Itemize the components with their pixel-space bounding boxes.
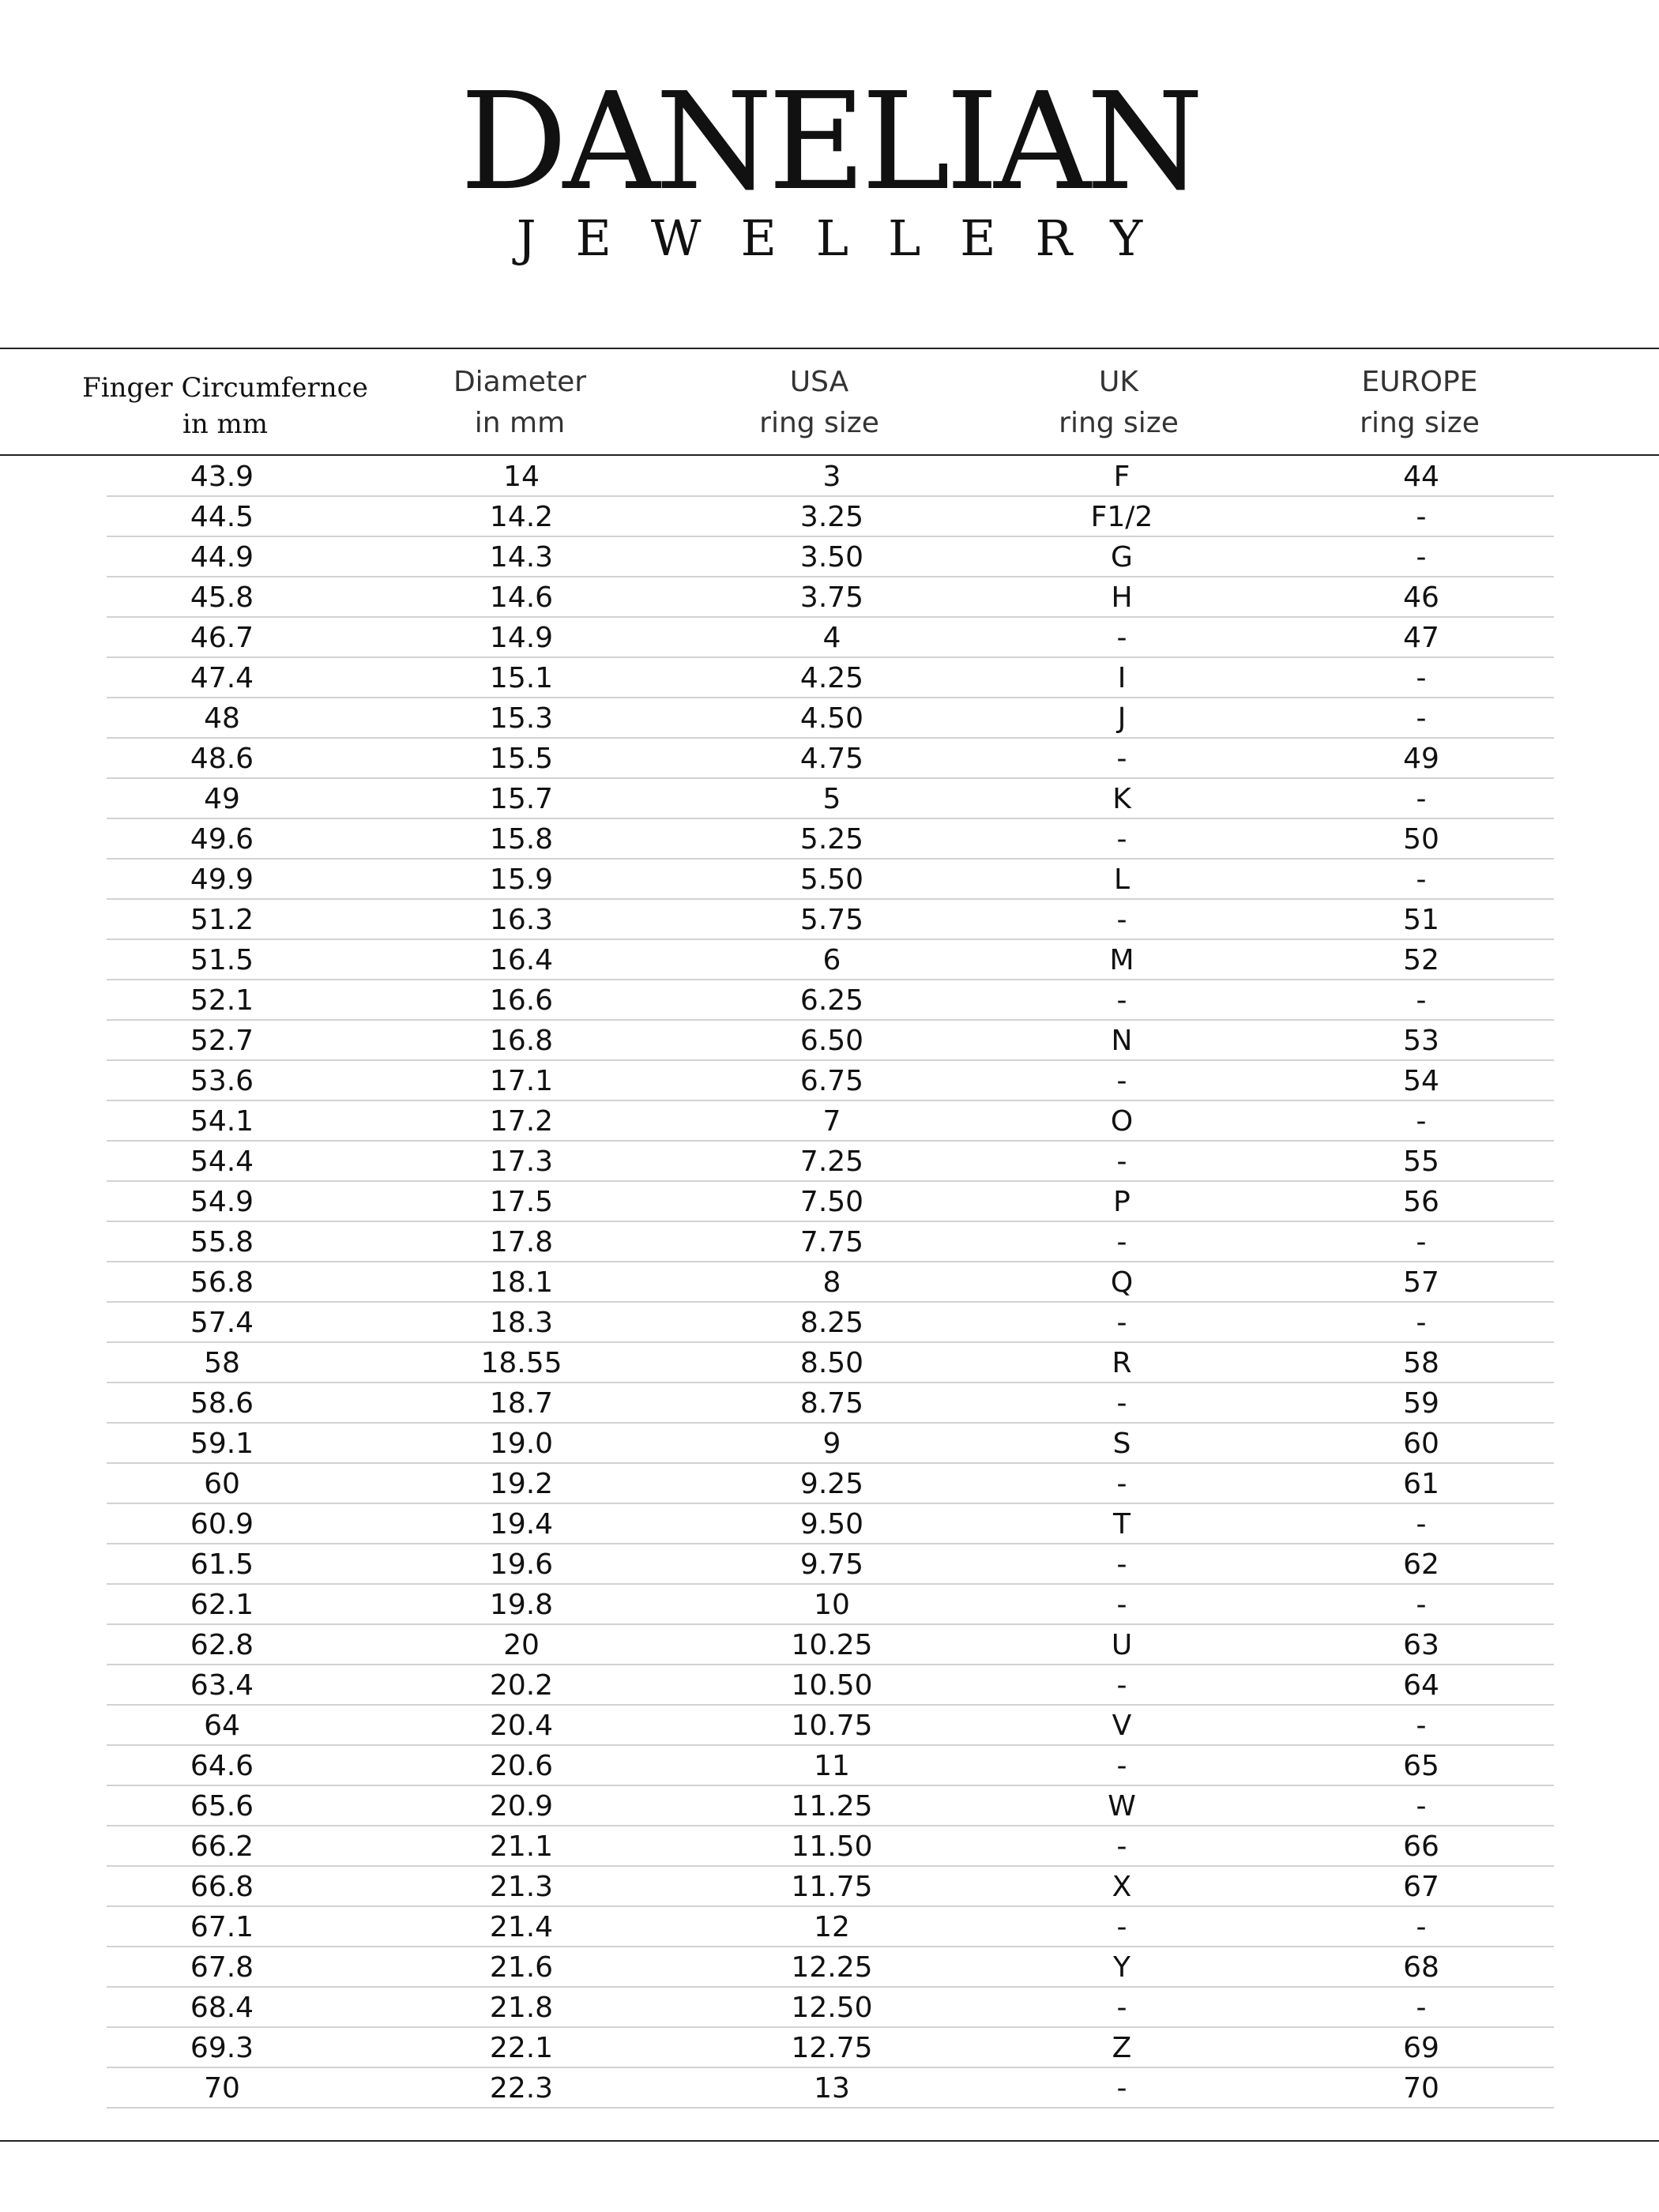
usa-size-cell: 6.25 <box>799 984 864 1017</box>
europe-size-cell: 49 <box>1403 743 1439 775</box>
diameter-cell: 22.3 <box>489 2072 554 2105</box>
uk-size-cell: P <box>1113 1186 1130 1218</box>
circumference-cell: 54.1 <box>190 1105 254 1138</box>
circumference-cell: 46.7 <box>190 622 254 654</box>
circumference-cell: 53.6 <box>190 1065 254 1097</box>
table-row <box>107 1947 1554 1988</box>
europe-size-cell: 50 <box>1403 823 1439 856</box>
table-row <box>107 1262 1554 1303</box>
europe-size-cell: 60 <box>1403 1428 1439 1460</box>
uk-size-cell: Q <box>1110 1266 1134 1299</box>
table-row <box>107 739 1554 779</box>
usa-size-cell: 5 <box>822 783 841 815</box>
circumference-cell: 48 <box>204 702 240 735</box>
header-circumference: Finger Circumfernce in mm <box>82 372 368 440</box>
usa-size-cell: 3.25 <box>799 501 864 533</box>
circumference-cell: 70 <box>204 2072 240 2105</box>
uk-size-cell: O <box>1110 1105 1134 1138</box>
table-row <box>107 1464 1554 1504</box>
europe-size-cell: 62 <box>1403 1548 1439 1581</box>
europe-size-cell: - <box>1416 662 1427 694</box>
circumference-cell: 58.6 <box>190 1387 254 1420</box>
table-row <box>107 1182 1554 1222</box>
circumference-cell: 68.4 <box>190 1992 254 2024</box>
europe-size-cell: 69 <box>1403 2032 1439 2064</box>
europe-size-cell: - <box>1416 1226 1427 1258</box>
table-row <box>107 1142 1554 1182</box>
table-row <box>107 2068 1554 2109</box>
europe-size-cell: - <box>1416 702 1427 735</box>
uk-size-cell: - <box>1116 823 1127 856</box>
diameter-cell: 14.9 <box>489 622 554 654</box>
circumference-cell: 64.6 <box>190 1750 254 1782</box>
circumference-cell: 49.9 <box>190 863 254 896</box>
uk-size-cell: - <box>1116 1992 1127 2024</box>
europe-size-cell: 61 <box>1403 1468 1439 1500</box>
diameter-cell: 15.5 <box>489 743 554 775</box>
table-row <box>107 1585 1554 1625</box>
circumference-cell: 49 <box>204 783 240 815</box>
uk-size-cell: N <box>1111 1025 1133 1057</box>
diameter-cell: 14 <box>503 461 540 493</box>
uk-size-cell: M <box>1109 944 1134 976</box>
diameter-cell: 20.6 <box>489 1750 554 1782</box>
europe-size-cell: 67 <box>1403 1871 1439 1903</box>
table-row <box>107 1988 1554 2028</box>
circumference-cell: 69.3 <box>190 2032 254 2064</box>
brand-name: DANELIAN <box>460 64 1199 220</box>
diameter-cell: 16.4 <box>489 944 554 976</box>
diameter-cell: 19.8 <box>489 1589 554 1621</box>
circumference-cell: 49.6 <box>190 823 254 856</box>
circumference-cell: 43.9 <box>190 461 254 493</box>
diameter-cell: 20.2 <box>489 1669 554 1702</box>
uk-size-cell: - <box>1116 622 1127 654</box>
table-row <box>107 1061 1554 1101</box>
europe-size-cell: 70 <box>1403 2072 1439 2105</box>
europe-size-cell: - <box>1416 1105 1427 1138</box>
table-row <box>107 618 1554 658</box>
circumference-cell: 55.8 <box>190 1226 254 1258</box>
circumference-cell: 44.9 <box>190 541 254 574</box>
uk-size-cell: G <box>1111 541 1133 574</box>
europe-size-cell: - <box>1416 1790 1427 1823</box>
europe-size-cell: - <box>1416 1911 1427 1943</box>
uk-size-cell: V <box>1112 1710 1132 1742</box>
europe-size-cell: 56 <box>1403 1186 1439 1218</box>
circumference-cell: 66.2 <box>190 1830 254 1863</box>
diameter-cell: 20.9 <box>489 1790 554 1823</box>
diameter-cell: 18.7 <box>489 1387 554 1420</box>
table-row <box>107 860 1554 900</box>
diameter-cell: 15.9 <box>489 863 554 896</box>
uk-size-cell: - <box>1116 1911 1127 1943</box>
diameter-cell: 19.4 <box>489 1508 554 1540</box>
diameter-cell: 20.4 <box>489 1710 554 1742</box>
uk-size-cell: S <box>1112 1428 1131 1460</box>
uk-size-cell: J <box>1117 702 1127 735</box>
header-uk: UK ring size <box>1059 366 1179 439</box>
diameter-cell: 18.3 <box>489 1307 554 1339</box>
europe-size-cell: - <box>1416 1710 1427 1742</box>
diameter-cell: 15.8 <box>489 823 554 856</box>
europe-size-cell: 55 <box>1403 1146 1439 1178</box>
table-row <box>107 1424 1554 1464</box>
usa-size-cell: 11.25 <box>791 1790 873 1823</box>
uk-size-cell: - <box>1116 1387 1127 1420</box>
table-row <box>107 497 1554 537</box>
usa-size-cell: 10 <box>814 1589 850 1621</box>
diameter-cell: 16.6 <box>489 984 554 1017</box>
usa-size-cell: 4.50 <box>799 702 864 735</box>
europe-size-cell: 51 <box>1403 904 1439 936</box>
circumference-cell: 54.4 <box>190 1146 254 1178</box>
circumference-cell: 54.9 <box>190 1186 254 1218</box>
usa-size-cell: 3.75 <box>799 581 864 614</box>
europe-size-cell: - <box>1416 1508 1427 1540</box>
uk-size-cell: - <box>1116 1468 1127 1500</box>
table-row <box>107 1343 1554 1383</box>
uk-size-cell: - <box>1116 1065 1127 1097</box>
europe-size-cell: 54 <box>1403 1065 1439 1097</box>
usa-size-cell: 11.75 <box>791 1871 873 1903</box>
header-diameter: Diameter in mm <box>453 366 587 439</box>
europe-size-cell: 57 <box>1403 1266 1439 1299</box>
table-row <box>107 1544 1554 1585</box>
table-row <box>107 900 1554 940</box>
usa-size-cell: 4 <box>822 622 841 654</box>
usa-size-cell: 6.75 <box>799 1065 864 1097</box>
uk-size-cell: I <box>1117 662 1127 694</box>
usa-size-cell: 7.25 <box>799 1146 864 1178</box>
circumference-cell: 67.1 <box>190 1911 254 1943</box>
table-row <box>107 2028 1554 2068</box>
uk-size-cell: - <box>1116 743 1127 775</box>
uk-size-cell: W <box>1108 1790 1136 1823</box>
table-row <box>107 1786 1554 1826</box>
usa-size-cell: 6.50 <box>799 1025 864 1057</box>
table-row <box>107 1303 1554 1343</box>
diameter-cell: 21.8 <box>489 1992 554 2024</box>
header-divider <box>0 454 1659 456</box>
europe-size-cell: 68 <box>1403 1951 1439 1984</box>
diameter-cell: 17.1 <box>489 1065 554 1097</box>
usa-size-cell: 7.75 <box>799 1226 864 1258</box>
circumference-cell: 52.1 <box>190 984 254 1017</box>
usa-size-cell: 5.25 <box>799 823 864 856</box>
europe-size-cell: 59 <box>1403 1387 1439 1420</box>
uk-size-cell: - <box>1116 1589 1127 1621</box>
uk-size-cell: K <box>1112 783 1131 815</box>
uk-size-cell: Z <box>1112 2032 1132 2064</box>
europe-size-cell: 58 <box>1403 1347 1439 1379</box>
usa-size-cell: 11 <box>814 1750 850 1782</box>
usa-size-cell: 5.50 <box>799 863 864 896</box>
uk-size-cell: - <box>1116 1669 1127 1702</box>
europe-size-cell: - <box>1416 501 1427 533</box>
circumference-cell: 57.4 <box>190 1307 254 1339</box>
header-usa: USA ring size <box>759 366 879 439</box>
usa-size-cell: 9.75 <box>799 1548 864 1581</box>
table-row <box>107 1021 1554 1061</box>
circumference-cell: 67.8 <box>190 1951 254 1984</box>
usa-size-cell: 10.50 <box>791 1669 873 1702</box>
table-row <box>107 1706 1554 1746</box>
diameter-cell: 19.2 <box>489 1468 554 1500</box>
europe-size-cell: 65 <box>1403 1750 1439 1782</box>
uk-size-cell: X <box>1112 1871 1132 1903</box>
europe-size-cell: 63 <box>1403 1629 1439 1661</box>
uk-size-cell: - <box>1116 1226 1127 1258</box>
circumference-cell: 60 <box>204 1468 240 1500</box>
circumference-cell: 44.5 <box>190 501 254 533</box>
table-row <box>107 1907 1554 1947</box>
diameter-cell: 18.1 <box>489 1266 554 1299</box>
usa-size-cell: 4.25 <box>799 662 864 694</box>
table-row <box>107 819 1554 860</box>
circumference-cell: 47.4 <box>190 662 254 694</box>
europe-size-cell: 66 <box>1403 1830 1439 1863</box>
usa-size-cell: 7 <box>822 1105 841 1138</box>
europe-size-cell: - <box>1416 1992 1427 2024</box>
usa-size-cell: 8.75 <box>799 1387 864 1420</box>
table-row <box>107 1383 1554 1424</box>
diameter-cell: 17.5 <box>489 1186 554 1218</box>
table-row <box>107 537 1554 577</box>
table-row <box>107 1625 1554 1665</box>
usa-size-cell: 8 <box>822 1266 841 1299</box>
table-row <box>107 1746 1554 1786</box>
usa-size-cell: 12 <box>814 1911 850 1943</box>
uk-size-cell: Y <box>1113 1951 1130 1984</box>
table-row <box>107 980 1554 1021</box>
diameter-cell: 22.1 <box>489 2032 554 2064</box>
table-row <box>107 577 1554 618</box>
table-row <box>107 457 1554 497</box>
diameter-cell: 15.7 <box>489 783 554 815</box>
table-row <box>107 1867 1554 1907</box>
diameter-cell: 18.55 <box>480 1347 562 1379</box>
diameter-cell: 17.8 <box>489 1226 554 1258</box>
usa-size-cell: 13 <box>814 2072 850 2105</box>
table-row <box>107 779 1554 819</box>
uk-size-cell: - <box>1116 904 1127 936</box>
table-row <box>107 1826 1554 1867</box>
uk-size-cell: L <box>1113 863 1130 896</box>
diameter-cell: 15.1 <box>489 662 554 694</box>
header-europe: EUROPE ring size <box>1360 366 1480 439</box>
size-table-body <box>107 457 1554 2109</box>
diameter-cell: 15.3 <box>489 702 554 735</box>
usa-size-cell: 12.25 <box>791 1951 873 1984</box>
circumference-cell: 62.1 <box>190 1589 254 1621</box>
table-header <box>0 348 1659 454</box>
circumference-cell: 61.5 <box>190 1548 254 1581</box>
circumference-cell: 51.5 <box>190 944 254 976</box>
usa-size-cell: 3.50 <box>799 541 864 574</box>
diameter-cell: 21.4 <box>489 1911 554 1943</box>
uk-size-cell: F1/2 <box>1090 501 1153 533</box>
circumference-cell: 56.8 <box>190 1266 254 1299</box>
europe-size-cell: 52 <box>1403 944 1439 976</box>
diameter-cell: 14.2 <box>489 501 554 533</box>
uk-size-cell: H <box>1111 581 1133 614</box>
usa-size-cell: 12.50 <box>791 1992 873 2024</box>
usa-size-cell: 3 <box>822 461 841 493</box>
brand-subtitle: JEWELLERY <box>516 209 1183 267</box>
uk-size-cell: T <box>1113 1508 1130 1540</box>
table-row <box>107 698 1554 739</box>
circumference-cell: 64 <box>204 1710 240 1742</box>
usa-size-cell: 11.50 <box>791 1830 873 1863</box>
europe-size-cell: - <box>1416 984 1427 1017</box>
circumference-cell: 58 <box>204 1347 240 1379</box>
usa-size-cell: 8.50 <box>799 1347 864 1379</box>
table-row <box>107 1101 1554 1142</box>
diameter-cell: 21.1 <box>489 1830 554 1863</box>
europe-size-cell: - <box>1416 1307 1427 1339</box>
uk-size-cell: - <box>1116 984 1127 1017</box>
uk-size-cell: - <box>1116 1307 1127 1339</box>
circumference-cell: 45.8 <box>190 581 254 614</box>
usa-size-cell: 7.50 <box>799 1186 864 1218</box>
europe-size-cell: - <box>1416 541 1427 574</box>
usa-size-cell: 5.75 <box>799 904 864 936</box>
uk-size-cell: - <box>1116 1548 1127 1581</box>
table-row <box>107 1504 1554 1544</box>
usa-size-cell: 12.75 <box>791 2032 873 2064</box>
uk-size-cell: - <box>1116 1830 1127 1863</box>
circumference-cell: 48.6 <box>190 743 254 775</box>
circumference-cell: 62.8 <box>190 1629 254 1661</box>
usa-size-cell: 10.25 <box>791 1629 873 1661</box>
diameter-cell: 19.6 <box>489 1548 554 1581</box>
europe-size-cell: 64 <box>1403 1669 1439 1702</box>
usa-size-cell: 9.25 <box>799 1468 864 1500</box>
table-row <box>107 1222 1554 1262</box>
circumference-cell: 60.9 <box>190 1508 254 1540</box>
diameter-cell: 17.2 <box>489 1105 554 1138</box>
uk-size-cell: - <box>1116 1750 1127 1782</box>
europe-size-cell: - <box>1416 783 1427 815</box>
europe-size-cell: 44 <box>1403 461 1439 493</box>
usa-size-cell: 8.25 <box>799 1307 864 1339</box>
circumference-cell: 66.8 <box>190 1871 254 1903</box>
table-row <box>107 940 1554 980</box>
circumference-cell: 59.1 <box>190 1428 254 1460</box>
usa-size-cell: 4.75 <box>799 743 864 775</box>
europe-size-cell: - <box>1416 863 1427 896</box>
uk-size-cell: F <box>1113 461 1130 493</box>
circumference-cell: 51.2 <box>190 904 254 936</box>
usa-size-cell: 9 <box>822 1428 841 1460</box>
uk-size-cell: - <box>1116 1146 1127 1178</box>
diameter-cell: 19.0 <box>489 1428 554 1460</box>
europe-size-cell: 46 <box>1403 581 1439 614</box>
diameter-cell: 14.6 <box>489 581 554 614</box>
circumference-cell: 52.7 <box>190 1025 254 1057</box>
table-row <box>107 1665 1554 1706</box>
table-row <box>107 658 1554 698</box>
circumference-cell: 65.6 <box>190 1790 254 1823</box>
uk-size-cell: R <box>1112 1347 1132 1379</box>
usa-size-cell: 9.50 <box>799 1508 864 1540</box>
europe-size-cell: 47 <box>1403 622 1439 654</box>
diameter-cell: 21.6 <box>489 1951 554 1984</box>
uk-size-cell: U <box>1111 1629 1133 1661</box>
diameter-cell: 21.3 <box>489 1871 554 1903</box>
usa-size-cell: 10.75 <box>791 1710 873 1742</box>
circumference-cell: 63.4 <box>190 1669 254 1702</box>
diameter-cell: 20 <box>503 1629 540 1661</box>
diameter-cell: 16.8 <box>489 1025 554 1057</box>
diameter-cell: 16.3 <box>489 904 554 936</box>
bottom-divider <box>0 2140 1659 2142</box>
diameter-cell: 17.3 <box>489 1146 554 1178</box>
europe-size-cell: - <box>1416 1589 1427 1621</box>
uk-size-cell: - <box>1116 2072 1127 2105</box>
europe-size-cell: 53 <box>1403 1025 1439 1057</box>
diameter-cell: 14.3 <box>489 541 554 574</box>
usa-size-cell: 6 <box>822 944 841 976</box>
